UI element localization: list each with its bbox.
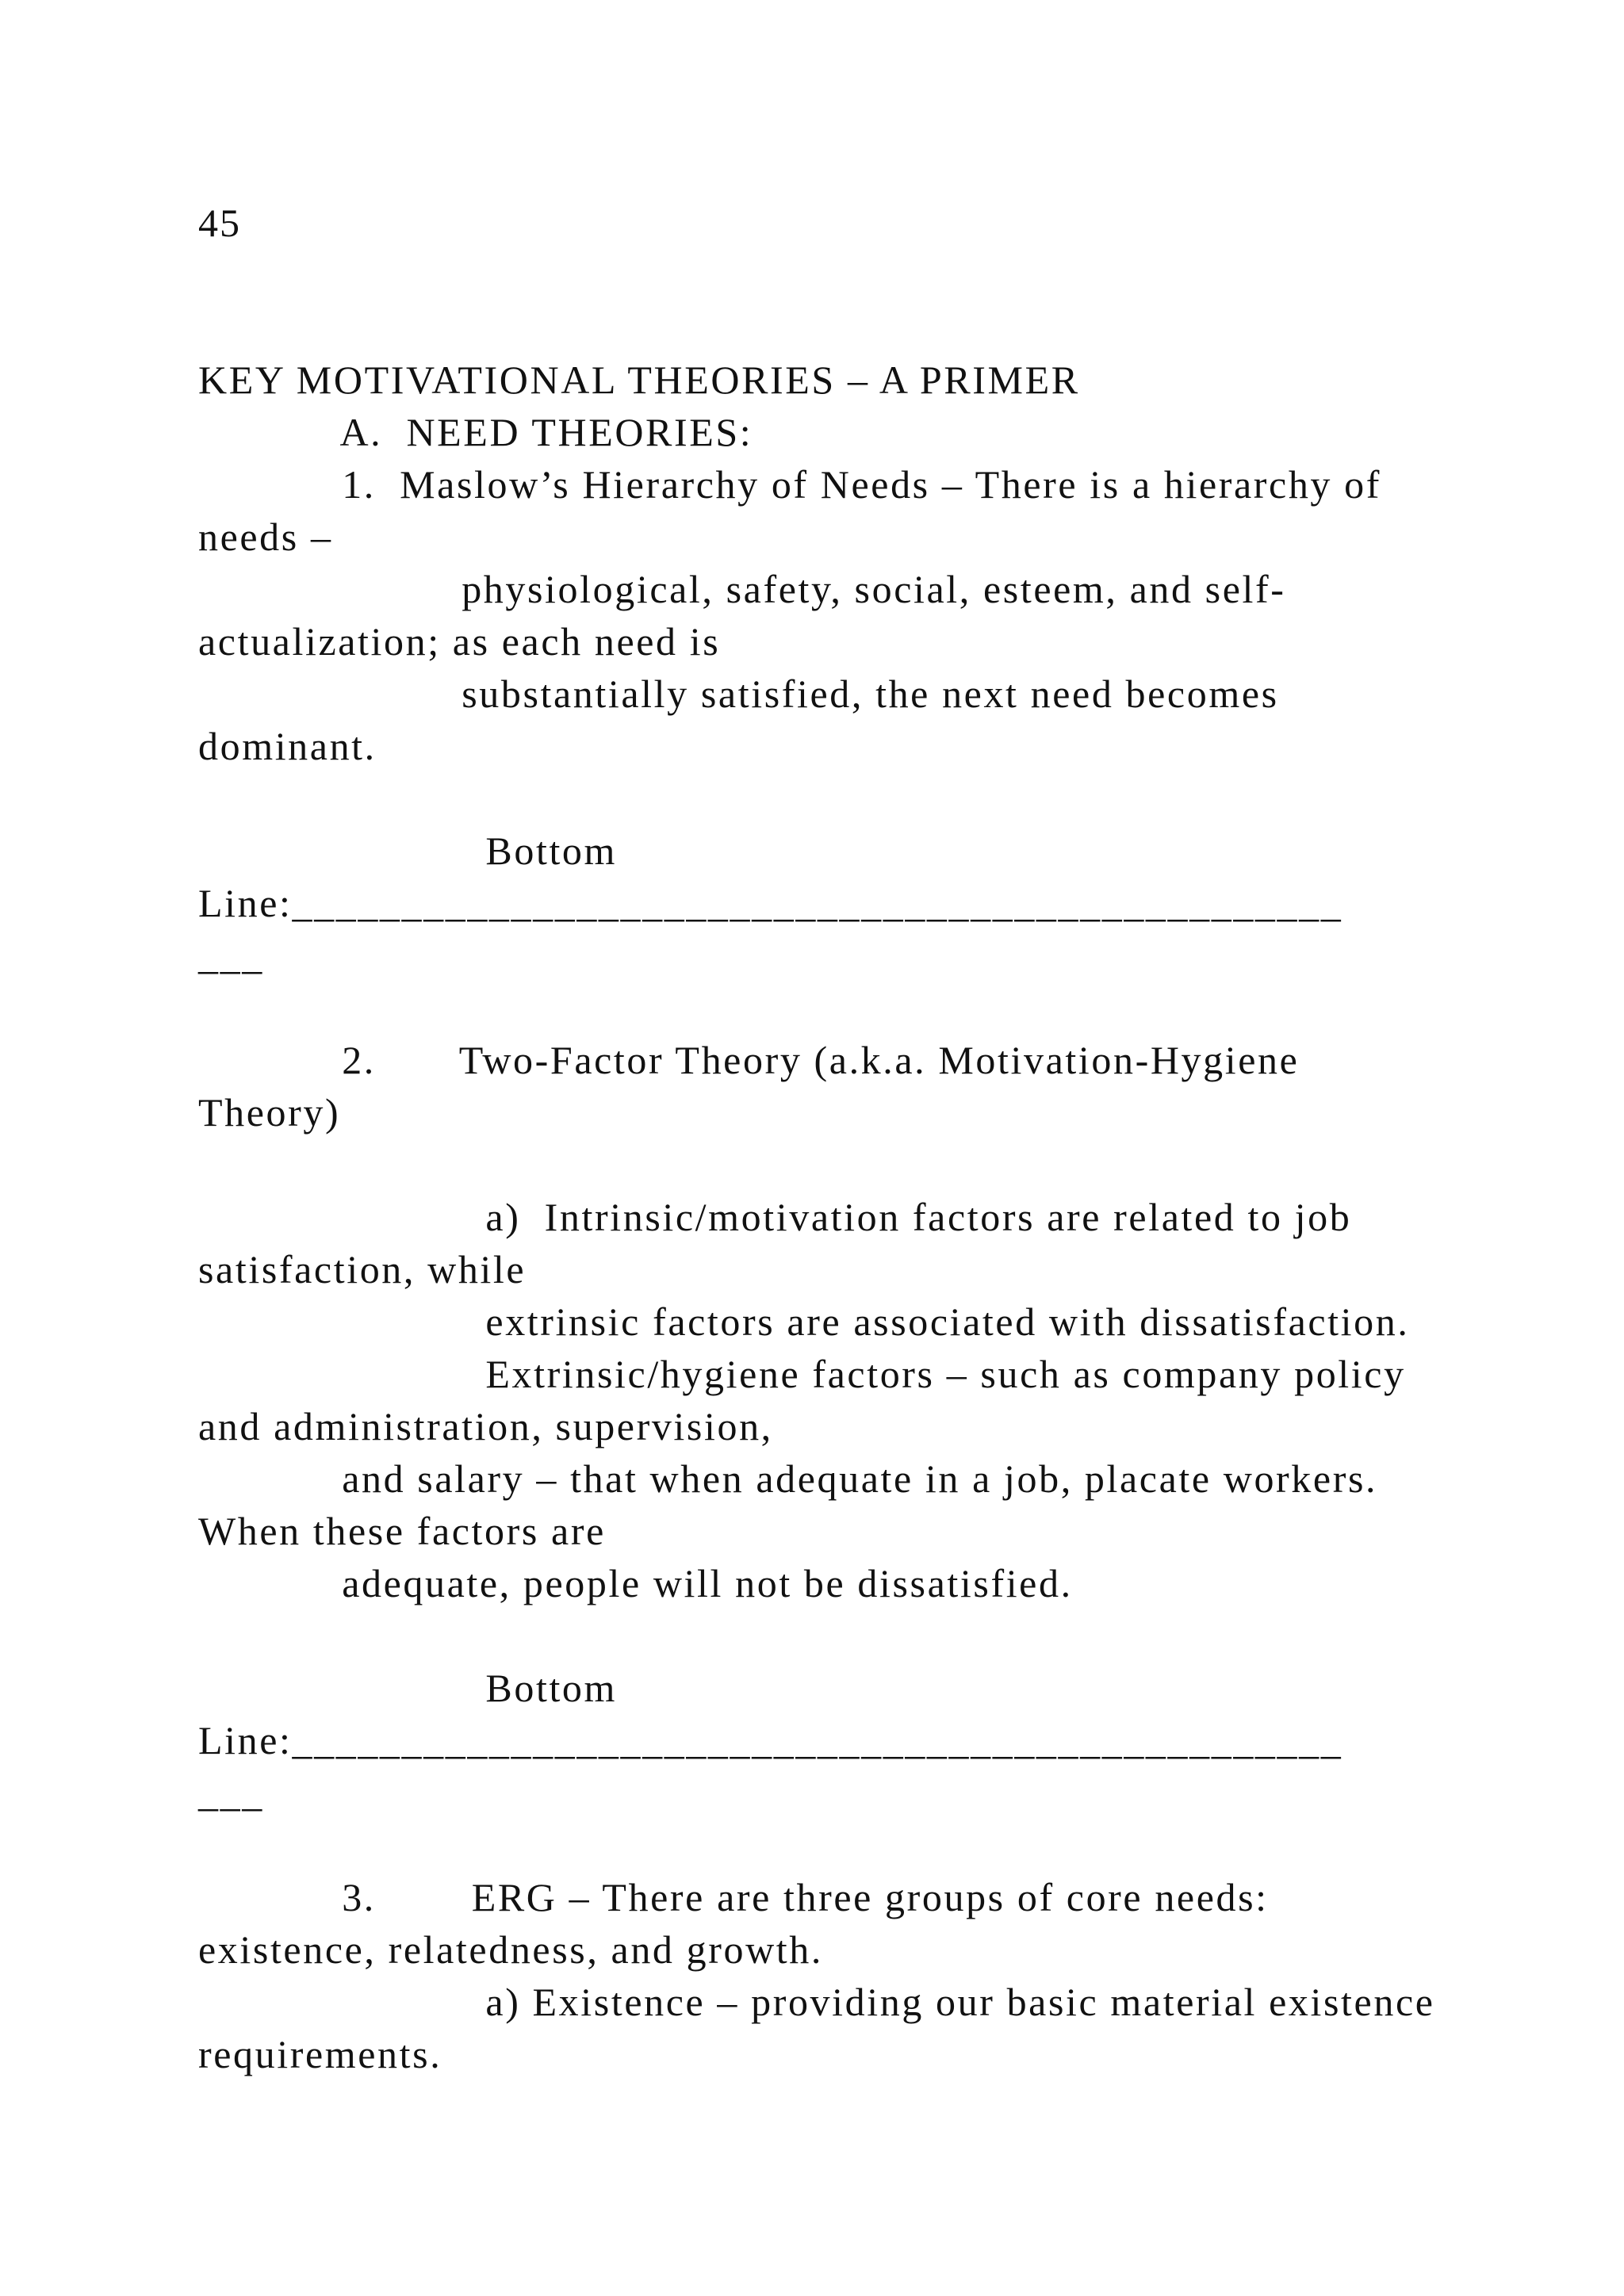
- text-line: and administration, supervision,: [198, 1404, 773, 1448]
- text-line: adequate, people will not be dissatisfied.: [198, 1561, 1073, 1605]
- text-line: dominant.: [198, 724, 377, 768]
- text-line: physiological, safety, social, esteem, and self-: [198, 567, 1286, 611]
- text-line: a) Intrinsic/motivation factors are related to job: [198, 1195, 1352, 1239]
- text-line: ___: [198, 933, 264, 978]
- text-line: Bottom: [198, 1666, 618, 1710]
- text-line: existence, relatedness, and growth.: [198, 1927, 823, 1972]
- page-number: 45: [198, 201, 241, 245]
- text-line: A. NEED THEORIES:: [198, 410, 753, 454]
- text-line: Line:________________________________________________: [198, 1718, 1343, 1762]
- text-line: a) Existence – providing our basic material existence: [198, 1980, 1435, 2024]
- text-line: requirements.: [198, 2032, 442, 2076]
- text-line: and salary – that when adequate in a job, placate workers.: [198, 1456, 1378, 1501]
- text-line: Line:________________________________________________: [198, 881, 1343, 925]
- text-line: extrinsic factors are associated with dissatisfaction.: [198, 1299, 1410, 1344]
- text-line: Extrinsic/hygiene factors – such as company policy: [198, 1352, 1406, 1396]
- text-line: Theory): [198, 1090, 341, 1135]
- text-line: 2. Two-Factor Theory (a.k.a. Motivation-Hygiene: [198, 1038, 1300, 1082]
- text-line: Bottom: [198, 828, 618, 873]
- text-line: needs –: [198, 515, 333, 559]
- text-line: 3. ERG – There are three groups of core needs:: [198, 1875, 1269, 1919]
- text-line: 1. Maslow’s Hierarchy of Needs – There is a hierarchy of: [198, 462, 1381, 507]
- text-line: KEY MOTIVATIONAL THEORIES – A PRIMER: [198, 358, 1080, 402]
- text-line: actualization; as each need is: [198, 619, 721, 664]
- text-line: ___: [198, 1770, 264, 1815]
- text-line: satisfaction, while: [198, 1247, 527, 1292]
- text-line: substantially satisfied, the next need becomes: [198, 672, 1279, 716]
- text-line: When these factors are: [198, 1509, 606, 1553]
